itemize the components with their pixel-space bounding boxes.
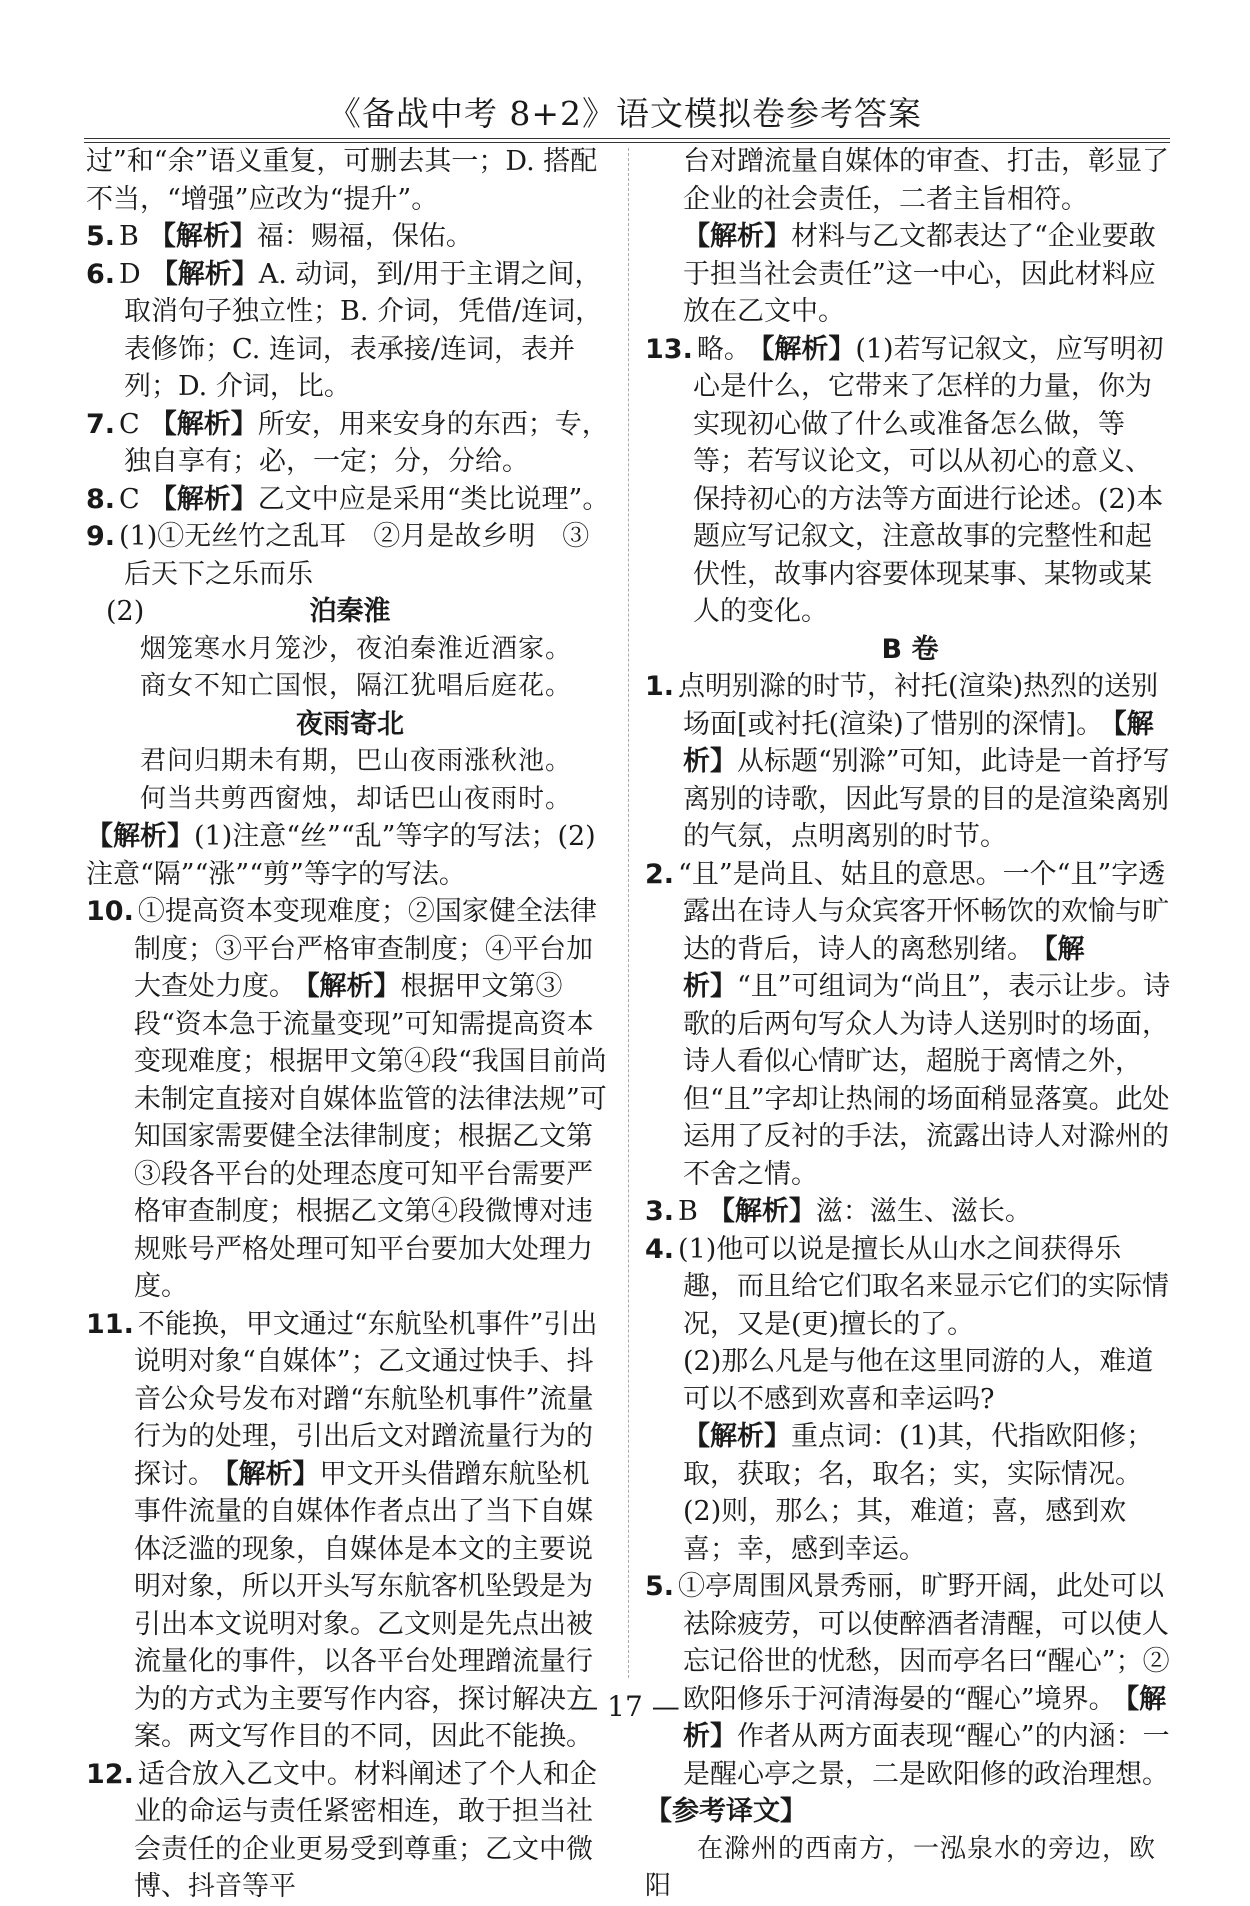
- answer-12: [86, 1756, 614, 1906]
- answer-b4-part2: (2)那么凡是与他在这里同游的人，难道可以不感到欢喜和幸运吗?: [683, 1346, 1154, 1415]
- answer-choice: C: [119, 483, 140, 515]
- question-number: 3.: [645, 1196, 675, 1227]
- question-number: 8.: [86, 483, 116, 515]
- page-header: 《备战中考 8+2》语文模拟卷参考答案: [327, 94, 923, 133]
- answer-text: 台对蹭流量自媒体的审查、打击，彰显了企业的社会责任，二者主旨相符。: [683, 146, 1169, 215]
- answer-9-part2-label: (2): [106, 596, 145, 627]
- question-number: 13.: [645, 333, 693, 365]
- poem-line: 何当共剪西窗烛，却话巴山夜雨时。: [140, 783, 573, 814]
- analysis-text: 从标题“别滁”可知，此诗是一首抒写离别的诗歌，因此写景的目的是渲染离别的气氛，点明离别的时节。: [683, 746, 1170, 852]
- page-number: — 17 —: [570, 1690, 680, 1723]
- answer-choice: C: [119, 408, 140, 440]
- poem-line: 商女不知亡国恨，隔江犹唱后庭花。: [140, 671, 573, 701]
- answer-9: [86, 518, 614, 593]
- analysis-text: 根据甲文第③段“资本急于流量变现”可知需提高资本变现难度；根据甲文第④段“我国目前尚未制定直接对自媒体监管的法律法规”可知国家需要健全法律制度；根据乙文第③段各平台的处理态度可知平台需要严格审查制度；根据乙文第④段微博对违规账号严格处理可知平台要加大处理力度。: [134, 971, 607, 1302]
- analysis-text: 材料与乙文都表达了“企业要敢于担当社会责任”这一中心，因此材料应放在乙文中。: [683, 221, 1156, 327]
- question-number: 7.: [86, 408, 116, 440]
- answer-13: [645, 331, 1175, 631]
- analysis-tag: 【解析】: [149, 408, 258, 440]
- question-number: 5.: [645, 1571, 675, 1602]
- analysis-text: 重点词：(1)其，代指欧阳修；取，获取；名，取名；实，实际情况。(2)则，那么；其，难道；喜，感到欢喜；幸，感到幸运。: [683, 1421, 1154, 1565]
- left-column: [86, 143, 614, 1906]
- analysis-tag: 【解析】: [86, 821, 194, 852]
- answer-text: 适合放入乙文中。材料阐述了个人和企业的命运与责任紧密相连，敢于担当社会责任的企业更易受到尊重；乙文中微博、抖音等平: [134, 1758, 597, 1902]
- answer-b2: [645, 856, 1175, 1194]
- question-number: 10.: [86, 896, 134, 927]
- answer-6: [86, 256, 614, 406]
- answer-b4-analysis: [645, 1418, 1175, 1568]
- poem-title: 泊秦淮: [309, 596, 391, 627]
- analysis-tag: 【解析】: [683, 1683, 1167, 1752]
- analysis-text: 甲文开头借蹭东航坠机事件流量的自媒体作者点出了当下自媒体泛滥的现象，自媒体是本文的主要说明对象，所以开头写东航客机坠毁是为引出本文说明对象。乙文则是先点出被流量化的事件，以各平台处理蹭流量行为的方式为主要写作内容，探讨解决方案。两文写作目的不同，因此不能换。: [134, 1458, 593, 1752]
- continued-answer: 过”和“余”语义重复，可删去其一；D. 搭配不当，“增强”应改为“提升”。: [86, 146, 598, 215]
- answer-b4-part1: (1)他可以说是擅长从山水之间获得乐趣，而且给它们取名来显示它们的实际情况，又是(更)擅长的了。: [678, 1233, 1169, 1340]
- analysis-tag: 【解析】: [683, 933, 1085, 1002]
- analysis-text: 乙文中应是采用“类比说理”。: [257, 483, 610, 515]
- poem-line: 烟笼寒水月笼沙，夜泊秦淮近酒家。: [140, 633, 573, 664]
- analysis-text: 所安，用来安身的东西；专，独自享有；必，一定；分，分给。: [124, 408, 609, 477]
- analysis-text: (1)注意“丝”“乱”等字的写法；(2)注意“隔”“涨”“剪”等字的写法。: [86, 821, 596, 890]
- reference-translation-tag: 【参考译文】: [645, 1796, 807, 1827]
- analysis-text: “且”可组词为“尚且”，表示让步。诗歌的后两句写众人为诗人送别时的场面，诗人看似心情旷达，超脱于离情之外，但“且”字却让热闹的场面稍显落寞。此处运用了反衬的手法，流露出诗人对滁州的不舍之情。: [683, 971, 1171, 1190]
- question-number: 9.: [86, 521, 116, 552]
- header-rule: [84, 138, 1170, 139]
- analysis-tag: 【解析】: [683, 1421, 791, 1452]
- analysis-tag: 【解析】: [306, 971, 401, 1002]
- answer-9-part1: (1)①无丝竹之乱耳 ②月是故乡明 ③后天下之乐而乐: [119, 521, 590, 590]
- question-number: 1.: [645, 671, 675, 702]
- answer-9-analysis: [86, 818, 614, 893]
- answer-text: ①亭周围风景秀丽，旷野开阔，此处可以祛除疲劳，可以使醉酒者清醒，可以使人忘记俗世的忧愁，因而亭名曰“醒心”；②欧阳修乐于河清海晏的“醒心”境界。: [678, 1571, 1170, 1715]
- answer-11: [86, 1306, 614, 1756]
- question-number: 4.: [645, 1233, 675, 1265]
- answer-b5: [645, 1568, 1175, 1793]
- analysis-tag: 【解析】: [707, 1196, 816, 1227]
- question-number: 5.: [86, 221, 116, 252]
- answer-5: [86, 218, 614, 256]
- answer-text: 不能换，甲文通过“东航坠机事件”引出说明对象“自媒体”；乙文通过快手、抖音公众号发布对蹭“东航坠机事件”流量行为的处理，引出后文对蹭流量行为的探讨。: [134, 1308, 598, 1490]
- question-number: 11.: [86, 1308, 134, 1340]
- column-divider: [628, 148, 629, 1678]
- answer-b3: [645, 1193, 1175, 1231]
- answer-text: 点明别滁的时节，衬托(渲染)热烈的送别场面[或衬托(渲染)了惜别的深情]。: [678, 671, 1159, 740]
- answer-choice: B: [678, 1196, 698, 1227]
- answer-8: [86, 481, 614, 519]
- answer-12-continued: [645, 143, 1175, 331]
- analysis-tag: 【解析】: [149, 483, 258, 515]
- analysis-text: (1)若写记叙文，应写明初心是什么，它带来了怎样的力量，你为实现初心做了什么或准备怎么做，等等；若写议论文，可以从初心的意义、保持初心的方法等方面进行论述。(2)本题应写记叙文，注意故事的完整性和起伏性，故事内容要体现某事、某物或某人的变化。: [693, 333, 1164, 627]
- poem-line: 君问归期未有期，巴山夜雨涨秋池。: [140, 746, 573, 776]
- question-number: 12.: [86, 1758, 134, 1790]
- question-number: 2.: [645, 858, 675, 890]
- analysis-text: A. 动词，到/用于主谓之间，取消句子独立性；B. 介词，凭借/连词，表修饰；C. 连词，表承接/连词，表并列；D. 介词，比。: [124, 258, 603, 402]
- answer-text: ①提高资本变现难度；②国家健全法律制度；③平台严格审查制度；④平台加大查处力度。: [134, 896, 597, 1002]
- right-column: [645, 143, 1175, 1906]
- analysis-text: 滋：滋生、滋长。: [815, 1196, 1032, 1227]
- analysis-tag: 【解析】: [150, 258, 259, 290]
- poem-title: 夜雨寄北: [296, 708, 404, 740]
- analysis-tag: 【解析】: [225, 1458, 320, 1490]
- answer-choice: D: [119, 258, 141, 290]
- answer-10: [86, 893, 614, 1306]
- analysis-tag: 【解析】: [148, 221, 257, 252]
- answer-text: “且”是尚且、姑且的意思。一个“且”字透露出在诗人与众宾客开怀畅饮的欢愉与旷达的背后，诗人的离愁别绪。: [678, 858, 1169, 965]
- analysis-tag: 【解析】: [760, 333, 856, 365]
- analysis-text: 作者从两方面表现“醒心”的内涵：一是醒心亭之景，二是欧阳修的政治理想。: [683, 1721, 1170, 1790]
- answer-b4: [645, 1231, 1175, 1344]
- question-number: 6.: [86, 258, 116, 290]
- answer-text: 略。: [696, 333, 751, 365]
- answer-choice: B: [119, 221, 139, 252]
- answer-7: [86, 406, 614, 481]
- section-b-title: B 卷: [881, 633, 939, 665]
- analysis-tag: 【解析】: [683, 708, 1154, 777]
- reference-translation-text: 在滁州的西南方，一泓泉水的旁边，欧阳: [645, 1833, 1157, 1901]
- answer-b1: [645, 668, 1175, 856]
- analysis-text: 福：赐福，保佑。: [256, 221, 473, 252]
- analysis-tag: 【解析】: [683, 221, 791, 252]
